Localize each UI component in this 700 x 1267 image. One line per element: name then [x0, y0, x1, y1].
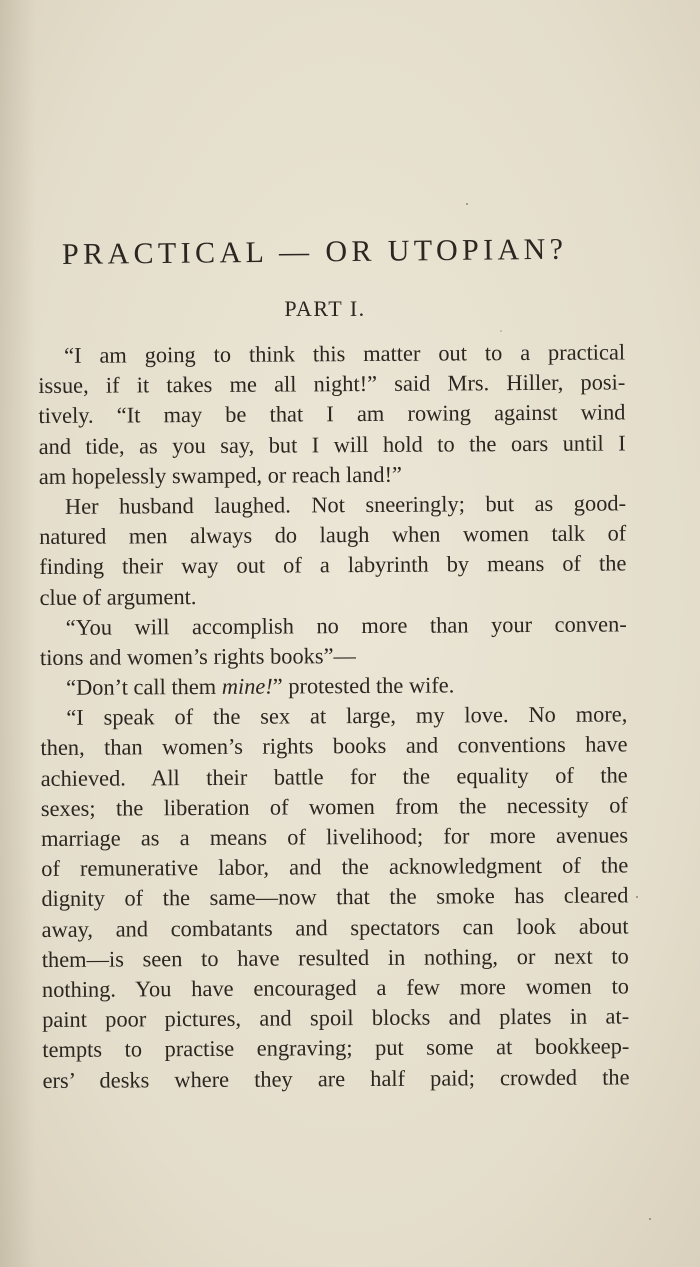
paper-speck — [636, 896, 638, 898]
text-line: ers’ desks where they are half paid; crowded the — [42, 1063, 630, 1093]
text-line: nothing. You have encouraged a few more women to — [41, 973, 630, 1002]
paper-speck — [649, 1218, 651, 1220]
text-line: issue, if it takes me all night!” said Mrs. Hiller, posi- — [38, 369, 626, 399]
text-line: marriage as a means of livelihood; for more avenues — [40, 822, 629, 851]
text-line: tempts to practise engraving; put some at bookkeep- — [42, 1033, 630, 1063]
text-line: and tide, as you say, but I will hold to the oars until I — [38, 429, 626, 459]
text-line: natured men always do laugh when women talk of — [39, 520, 627, 550]
text-line: clue of argument. — [39, 583, 197, 610]
text-fragment: ” protested the wife. — [272, 672, 455, 699]
text-line: achieved. All their battle for the equality of the — [40, 762, 628, 791]
text-line: tively. “It may be that I am rowing against wind — [38, 399, 626, 429]
paper-speck — [466, 203, 468, 205]
italic-word: mine! — [221, 673, 273, 699]
text-line: of remunerative labor, and the acknowledgment of the — [41, 852, 629, 882]
text-line: “You will accomplish no more than your conven- — [65, 611, 627, 640]
text-line: sexes; the liberation of women from the necessity of — [40, 792, 628, 821]
part-heading: PART I. — [284, 296, 366, 321]
paper-speck — [500, 330, 502, 332]
text-line: “I speak of the sex at large, my love. No more, — [66, 701, 628, 731]
text-line: paint poor pictures, and spoil blocks and plates in at- — [42, 1003, 630, 1033]
text-line: away, and combatants and spectators can look about — [41, 912, 629, 942]
text-line: them—is seen to have resulted in nothing, or next to — [41, 943, 629, 972]
text-line: tions and women’s rights books”— — [39, 642, 356, 670]
text-line: Her husband laughed. Not sneeringly; but as good- — [64, 490, 627, 519]
text-line: am hopelessly swamped, or reach land!” — [38, 461, 402, 489]
text-fragment: “Don’t call them — [66, 673, 222, 700]
text-line — [40, 669, 627, 703]
text-line: dignity of the same—now that the smoke has cleared — [41, 882, 629, 912]
text-line: “I am going to think this matter out to a practical — [64, 339, 626, 368]
chapter-title: PRACTICAL — OR UTOPIAN? — [61, 232, 568, 271]
page-gutter-shadow — [0, 0, 36, 1267]
text-line: then, than women’s rights books and conventions have — [40, 731, 628, 761]
body-text — [38, 337, 630, 1095]
text-line: finding their way out of a labyrinth by means of the — [39, 550, 627, 580]
